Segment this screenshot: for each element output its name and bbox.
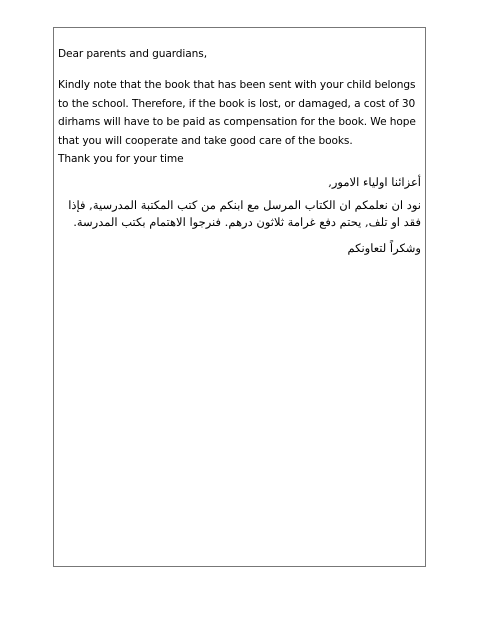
greeting-en: Dear parents and guardians, bbox=[58, 48, 207, 60]
letter-page bbox=[53, 27, 426, 567]
closing-ar: وشكراً لتعاونكم bbox=[347, 241, 421, 255]
body-text-en: Kindly note that the book that has been sent with your child belongs to the school. Therefore, if the book is lost, or damaged, a cost of 30 dirhams will have to be paid as compensation for the book. We hope that you will cooperate and take good care of the books. bbox=[58, 79, 416, 147]
closing-en: Thank you for your time bbox=[58, 153, 184, 165]
greeting-ar: أعزائنا اولياء الامور, bbox=[328, 175, 421, 189]
body-text-ar: نود ان نعلمكم ان الكتاب المرسل مع ابنكم من كتب المكتبة المدرسية, فإذا فقد او تلف, يحتم دفع غرامة ثلاثون درهم. فنرجوا الاهتمام بكتب المدرسة. bbox=[68, 198, 421, 229]
